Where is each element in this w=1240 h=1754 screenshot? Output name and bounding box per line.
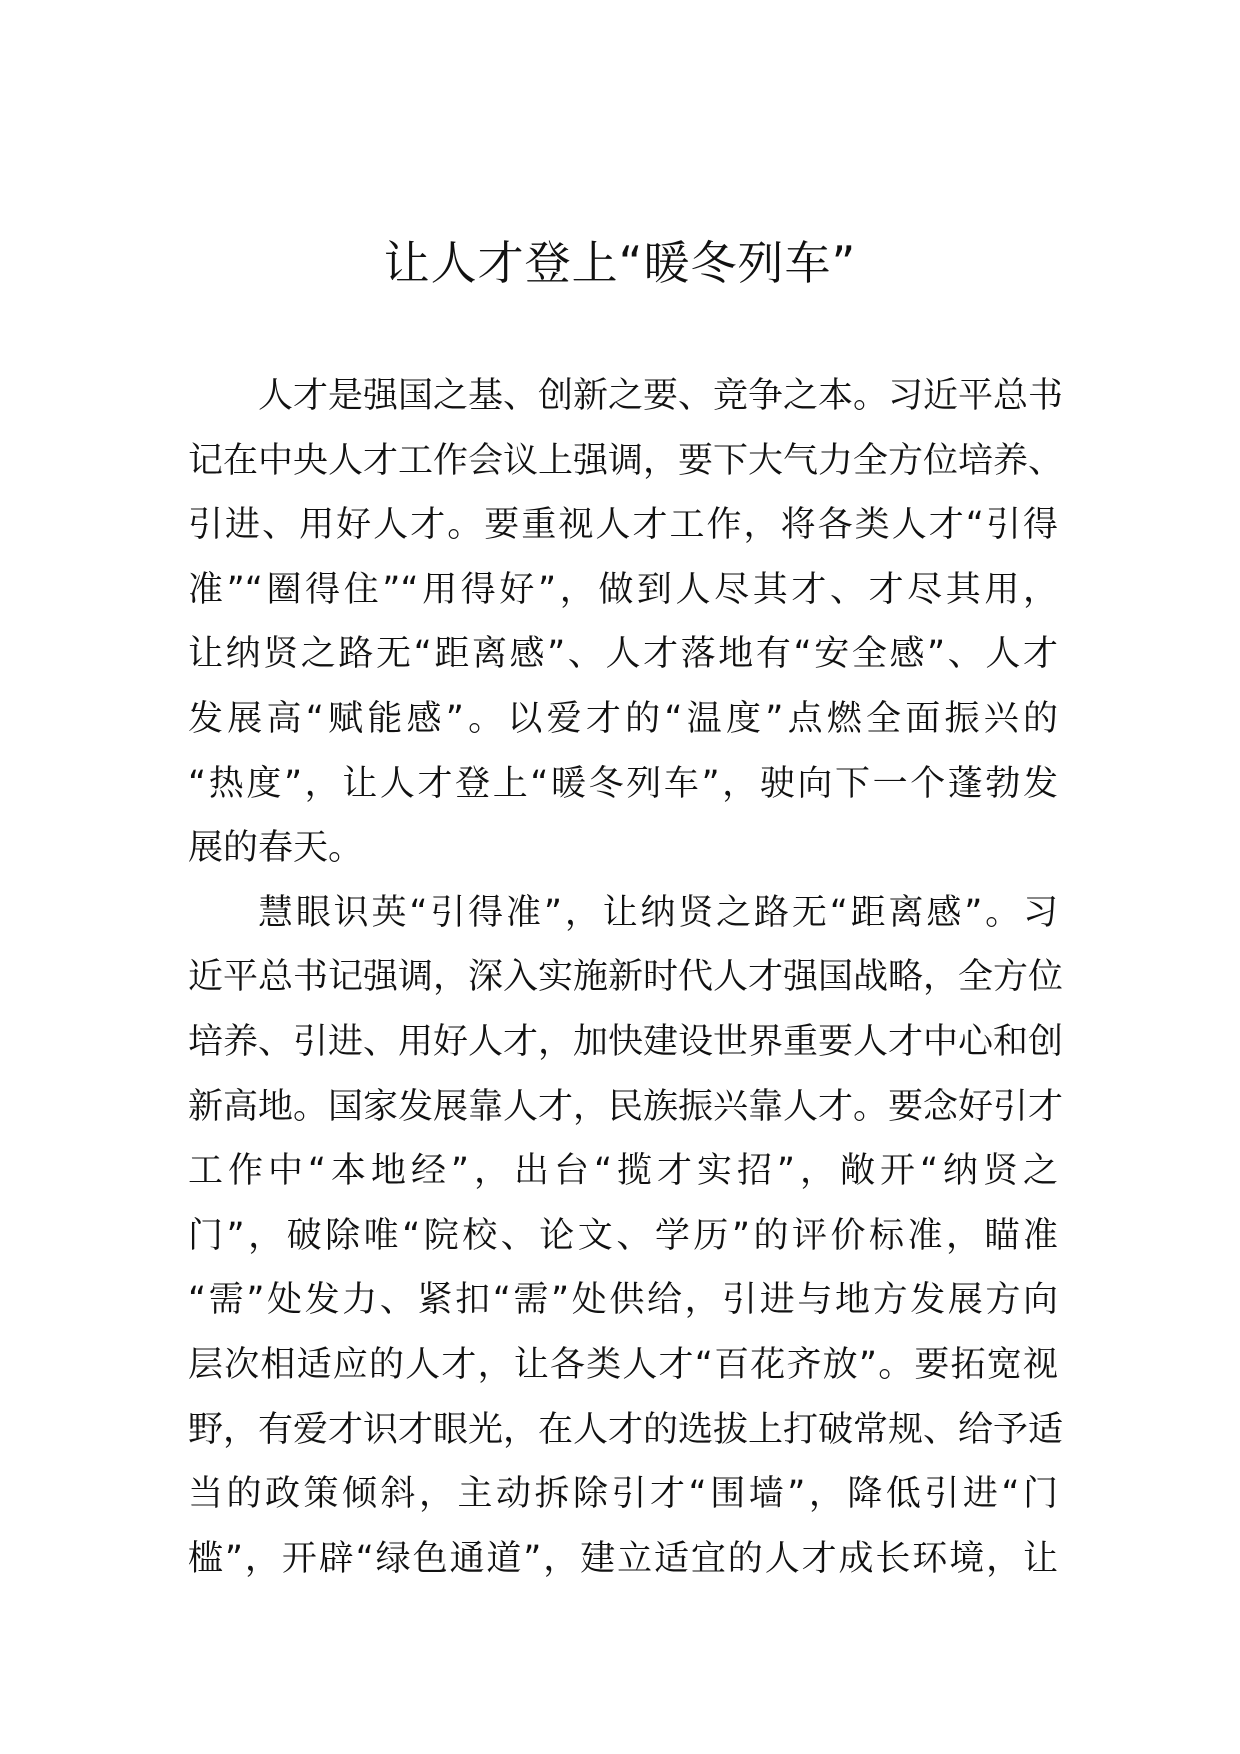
paragraph-line: 发展高“赋能感”。以爱才的“温度”点燃全面振兴的 — [188, 698, 1058, 739]
paragraph-line: 引进、用好人才。要重视人才工作，将各类人才“引得 — [188, 505, 1058, 546]
paragraph-line: 当的政策倾斜，主动拆除引才“围墙”，降低引进“门 — [188, 1474, 1058, 1515]
paragraph-line: 新高地。国家发展靠人才，民族振兴靠人才。要念好引才 — [188, 1086, 1064, 1127]
paragraph-line: 工作中“本地经”，出台“揽才实招”，敞开“纳贤之 — [188, 1151, 1058, 1192]
paragraph-line: 准”“圈得住”“用得好”，做到人尽其才、才尽其用， — [188, 569, 1058, 610]
paragraph-line: 记在中央人才工作会议上强调，要下大气力全方位培养、 — [188, 440, 1064, 481]
paragraph-line: 展的春天。 — [188, 828, 364, 869]
paragraph-line: 野，有爱才识才眼光，在人才的选拔上打破常规、给予适 — [188, 1409, 1064, 1450]
paragraph-line: 慧眼识英“引得准”，让纳贤之路无“距离感”。习 — [258, 892, 1058, 933]
document-body — [188, 364, 1064, 1591]
paragraph-line: 门”，破除唯“院校、论文、学历”的评价标准，瞄准 — [188, 1215, 1058, 1256]
paragraph-line: 人才是强国之基、创新之要、竞争之本。习近平总书 — [258, 376, 1064, 416]
paragraph-line: “需”处发力、紧扣“需”处供给，引进与地方发展方向 — [188, 1280, 1058, 1321]
paragraph-line: 槛”，开辟“绿色通道”，建立适宜的人才成长环境，让 — [188, 1538, 1058, 1579]
paragraph-line: 层次相适应的人才，让各类人才“百花齐放”。要拓宽视 — [188, 1344, 1058, 1385]
paragraph-line: 近平总书记强调，深入实施新时代人才强国战略，全方位 — [188, 957, 1064, 998]
paragraph-line: 培养、引进、用好人才，加快建设世界重要人才中心和创 — [188, 1021, 1064, 1062]
paragraph-line: “热度”，让人才登上“暖冬列车”，驶向下一个蓬勃发 — [188, 763, 1058, 804]
document-title: 让人才登上“暖冬列车” — [383, 236, 857, 290]
paragraph-line: 让纳贤之路无“距离感”、人才落地有“安全感”、人才 — [188, 634, 1058, 675]
